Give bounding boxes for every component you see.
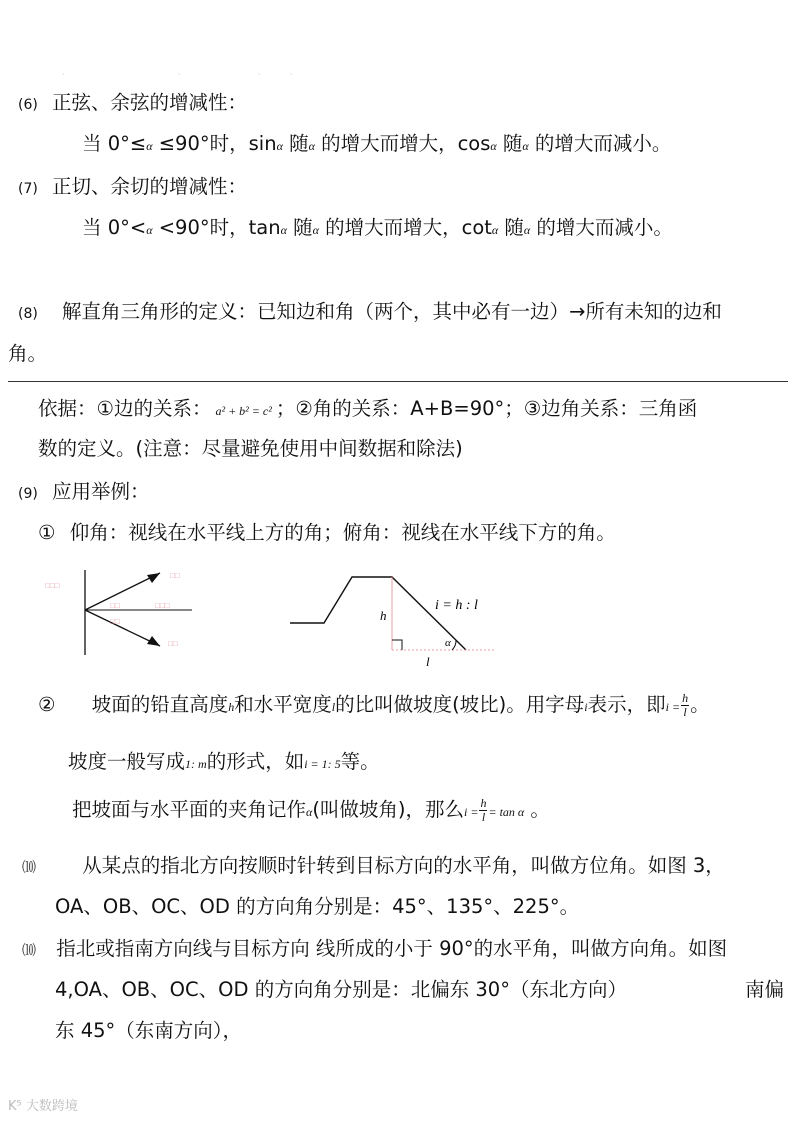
alpha-symbol: α bbox=[306, 805, 313, 819]
item-10b-line3: 东 45°（东南方向）， bbox=[55, 1019, 243, 1042]
text-run: 依据：①边的关系： bbox=[38, 397, 212, 420]
text-run: 坡面的铅直高度 bbox=[91, 693, 229, 716]
text-run: 随 bbox=[282, 132, 309, 155]
text-run: 。 bbox=[524, 798, 550, 821]
alpha-symbol: α bbox=[146, 223, 153, 237]
text-run: <90°时，tan bbox=[152, 216, 281, 239]
text-run: 的形式，如 bbox=[206, 750, 305, 773]
text-run: 当 0°< bbox=[82, 216, 147, 239]
item-6-body bbox=[82, 131, 671, 159]
garbled-mark: □□□ bbox=[155, 601, 170, 610]
text-run: 的增大而增大，cos bbox=[314, 132, 491, 155]
garbled-mark: □□ bbox=[168, 639, 178, 648]
text-run: ；②角的关系：A+B=90°；③边角关系：三角函 bbox=[275, 397, 698, 420]
alpha-symbol: α bbox=[276, 139, 283, 153]
item-9-marker: (9) bbox=[18, 486, 38, 502]
numerator: h bbox=[682, 691, 689, 705]
item-8-line2: 角。 bbox=[8, 342, 48, 365]
line-of-sight-up bbox=[85, 573, 160, 610]
garbled-mark: □□□ bbox=[45, 581, 60, 590]
alpha-symbol: α bbox=[280, 223, 287, 237]
item-10b-line2 bbox=[55, 977, 785, 1003]
text-run: 的增大而减小。 bbox=[528, 132, 672, 155]
text-run: 南偏 bbox=[745, 978, 785, 1001]
horizontal-rule bbox=[8, 381, 788, 382]
variable-h: h bbox=[228, 700, 235, 714]
ratio-form: 1: m bbox=[185, 757, 207, 771]
basis-line1 bbox=[38, 396, 697, 424]
text-run: 表示，即 bbox=[587, 693, 666, 716]
example-1 bbox=[38, 520, 616, 546]
alpha-symbol: α bbox=[522, 139, 529, 153]
text-run: 随 bbox=[496, 132, 523, 155]
alpha-symbol: α bbox=[146, 139, 153, 153]
example-2-line1 bbox=[38, 692, 710, 720]
item-6-marker: (6) bbox=[18, 97, 38, 113]
fraction-h-over-l bbox=[681, 692, 689, 719]
label-l: l bbox=[426, 654, 430, 669]
text-run: (叫做坡角)，那么 bbox=[312, 798, 465, 821]
alpha-symbol: α bbox=[308, 139, 315, 153]
denominator: l bbox=[683, 705, 687, 719]
text-run: 的增大而增大，cot bbox=[318, 216, 492, 239]
text-run: 随 bbox=[498, 216, 524, 239]
right-angle-mark bbox=[392, 640, 402, 650]
figure-area bbox=[0, 560, 520, 670]
example-2-line2 bbox=[68, 749, 380, 777]
garbled-mark: □□ bbox=[170, 571, 180, 580]
item-6-title: 正弦、余弦的增减性： bbox=[52, 91, 248, 114]
item-8-text: 解直角三角形的定义：已知边和角（两个，其中必有一边）→所有未知的边和 bbox=[62, 300, 722, 323]
embankment-outline bbox=[290, 577, 466, 650]
item-9-title: 应用举例： bbox=[52, 480, 150, 503]
text-run: 的增大而减小。 bbox=[530, 216, 673, 239]
label-slope-ratio: i = h : l bbox=[435, 598, 478, 613]
item-10b-line1 bbox=[22, 936, 727, 964]
example-marker: ② bbox=[38, 693, 56, 716]
item-10a-text: 从某点的指北方向按顺时针转到目标方向的水平角，叫做方位角。如图 3， bbox=[82, 854, 725, 877]
text-run: 把坡面与水平面的夹角记作 bbox=[72, 798, 307, 821]
item-6-heading bbox=[18, 90, 247, 118]
alpha-symbol: α bbox=[491, 223, 499, 237]
item-7-body bbox=[82, 215, 673, 243]
label-alpha: α bbox=[445, 637, 451, 649]
example-text: 仰角：视线在水平线上方的角；俯角：视线在水平线下方的角。 bbox=[69, 521, 616, 544]
item-10b-marker: ⑽ bbox=[22, 943, 36, 959]
example-2-line3 bbox=[72, 797, 550, 825]
ratio-example: i = 1: 5 bbox=[304, 757, 341, 771]
text-run: 当 0°≤ bbox=[82, 132, 147, 155]
text-run: 等。 bbox=[340, 750, 380, 773]
item-10b-text: 指北或指南方向线与目标方向 线所成的小于 90°的水平角，叫做方向角。如图 bbox=[56, 937, 728, 960]
variable-i: i bbox=[584, 700, 588, 714]
slope-figure bbox=[290, 577, 495, 669]
item-7-title: 正切、余切的增减性： bbox=[52, 175, 248, 198]
line-of-sight-down bbox=[85, 610, 160, 646]
numerator: h bbox=[480, 796, 487, 810]
text-run: 随 bbox=[286, 216, 313, 239]
text-run: 4,OA、OB、OC、OD 的方向角分别是：北偏东 30°（东北方向） bbox=[55, 978, 627, 1001]
example-marker: ① bbox=[38, 521, 56, 544]
text-run: 坡度一般写成 bbox=[68, 750, 186, 773]
alpha-symbol: α bbox=[523, 223, 531, 237]
arrowhead-up bbox=[147, 573, 160, 583]
pythagorean-formula: a² + b² = c² bbox=[215, 404, 272, 418]
basis-line2: 数的定义。(注意：尽量避免使用中间数据和除法) bbox=[38, 437, 463, 460]
variable-l: l bbox=[331, 700, 336, 714]
item-10a-line1 bbox=[22, 853, 725, 881]
angle-of-elevation-figure bbox=[45, 570, 192, 655]
garbled-mark: □□ bbox=[110, 617, 120, 626]
item-8-line1 bbox=[18, 299, 722, 327]
variable-i: i = bbox=[665, 700, 681, 714]
garbled-mark: □□ bbox=[110, 601, 120, 610]
tan-alpha: = tan α bbox=[488, 805, 525, 819]
text-run: ≤90°时，sin bbox=[152, 132, 277, 155]
angle-arc bbox=[452, 640, 456, 650]
fraction-h-over-l bbox=[479, 797, 487, 824]
item-7-marker: (7) bbox=[18, 181, 38, 197]
arrowhead-down bbox=[147, 636, 160, 646]
alpha-symbol: α bbox=[490, 139, 497, 153]
text-run: 。 bbox=[690, 693, 710, 716]
item-10a-marker: ⑽ bbox=[22, 860, 36, 876]
alpha-symbol: α bbox=[312, 223, 319, 237]
item-8-marker: (8) bbox=[18, 306, 38, 322]
watermark-logo: K⁵ 大数跨境 bbox=[8, 1099, 78, 1114]
item-10a-line2: OA、OB、OC、OD 的方向角分别是：45°、135°、225°。 bbox=[55, 895, 580, 918]
variable-i: i = bbox=[464, 805, 479, 819]
text-run: 和水平宽度 bbox=[234, 693, 332, 716]
text-run: 的比叫做坡度(坡比)。用字母 bbox=[335, 693, 585, 716]
denominator: l bbox=[481, 810, 486, 824]
item-7-heading bbox=[18, 174, 247, 202]
label-h: h bbox=[380, 608, 387, 623]
item-9-heading bbox=[18, 479, 150, 507]
